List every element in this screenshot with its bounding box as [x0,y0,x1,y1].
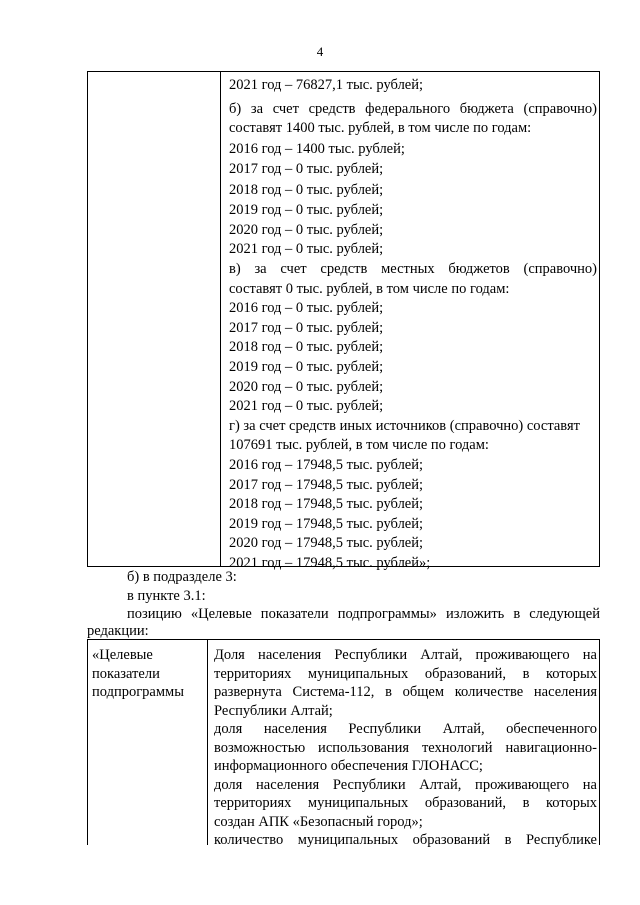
funding-line: г) за счет средств иных источников (справочно) составят [229,417,580,434]
funding-line: 2021 год – 0 тыс. рублей; [229,241,384,258]
targets-label-line: «Целевые [92,647,153,663]
funding-line: 2016 год – 17948,5 тыс. рублей; [229,456,424,473]
targets-label-line: подпрограммы [92,684,184,700]
funding-line: 2016 год – 0 тыс. рублей; [229,300,384,317]
targets-line: доля населения Республики Алтай, проживающего на [214,776,597,793]
targets-line: территориях муниципальных образований, в которых [214,665,597,682]
targets-line: Доля населения Республики Алтай, проживающего на [214,647,597,663]
targets-table [87,639,600,848]
funding-line: 107691 тыс. рублей, в том числе по годам: [229,437,489,454]
body-paragraph: б) в подразделе 3: [127,569,237,585]
funding-line: 2019 год – 0 тыс. рублей; [229,202,384,219]
funding-line: 2018 год – 17948,5 тыс. рублей; [229,496,424,513]
funding-line: 2017 год – 17948,5 тыс. рублей; [229,476,424,493]
funding-line: 2020 год – 17948,5 тыс. рублей; [229,535,424,552]
funding-line: 2018 год – 0 тыс. рублей; [229,339,384,356]
page-number: 4 [316,44,324,59]
targets-table-content-cell [214,646,597,850]
funding-line: б) за счет средств федерального бюджета (справочно) [229,100,597,117]
funding-line: 2021 год – 76827,1 тыс. рублей; [229,77,424,93]
funding-line: 2017 год – 0 тыс. рублей; [229,161,384,178]
funding-line: составят 0 тыс. рублей, в том числе по годам: [229,280,510,297]
funding-line: 2017 год – 0 тыс. рублей; [229,319,384,336]
targets-line: Республики Алтай; [214,702,333,719]
body-paragraph: в пункте 3.1: [127,588,206,604]
funding-line: 2019 год – 17948,5 тыс. рублей; [229,515,424,532]
funding-table-label-cell [88,72,221,566]
targets-label-line: показатели [92,665,160,682]
funding-table [87,71,600,571]
body-paragraph: позицию «Целевые показатели подпрограммы» изложить в следующей [127,606,600,622]
targets-line: количество муниципальных образований в Республике [214,832,597,848]
funding-line: 2016 год – 1400 тыс. рублей; [229,140,405,157]
body-paragraph: редакции: [87,623,149,639]
funding-line: 2021 год – 17948,5 тыс. рублей»; [229,554,431,571]
targets-line: возможностью использования технологий навигационно- [214,739,597,756]
targets-line: создан АПК «Безопасный город»; [214,813,423,830]
targets-line: информационного обеспечения ГЛОНАСС; [214,758,483,774]
funding-line: 2020 год – 0 тыс. рублей; [229,221,384,238]
funding-table-content-cell [229,72,597,573]
funding-line: 2018 год – 0 тыс. рублей; [229,181,384,198]
funding-line: 2020 год – 0 тыс. рублей; [229,378,384,395]
funding-line: в) за счет средств местных бюджетов (справочно) [229,260,597,277]
targets-line: развернута Система-112, в общем количестве населения [214,684,597,700]
funding-line: 2019 год – 0 тыс. рублей; [229,358,384,375]
targets-line: доля населения Республики Алтай, обеспеченного [214,721,597,737]
funding-line: 2021 год – 0 тыс. рублей; [229,398,384,415]
targets-table-label-cell [88,640,208,845]
funding-line: составят 1400 тыс. рублей, в том числе по годам: [229,120,532,137]
targets-line: территориях муниципальных образований, в которых [214,795,597,811]
